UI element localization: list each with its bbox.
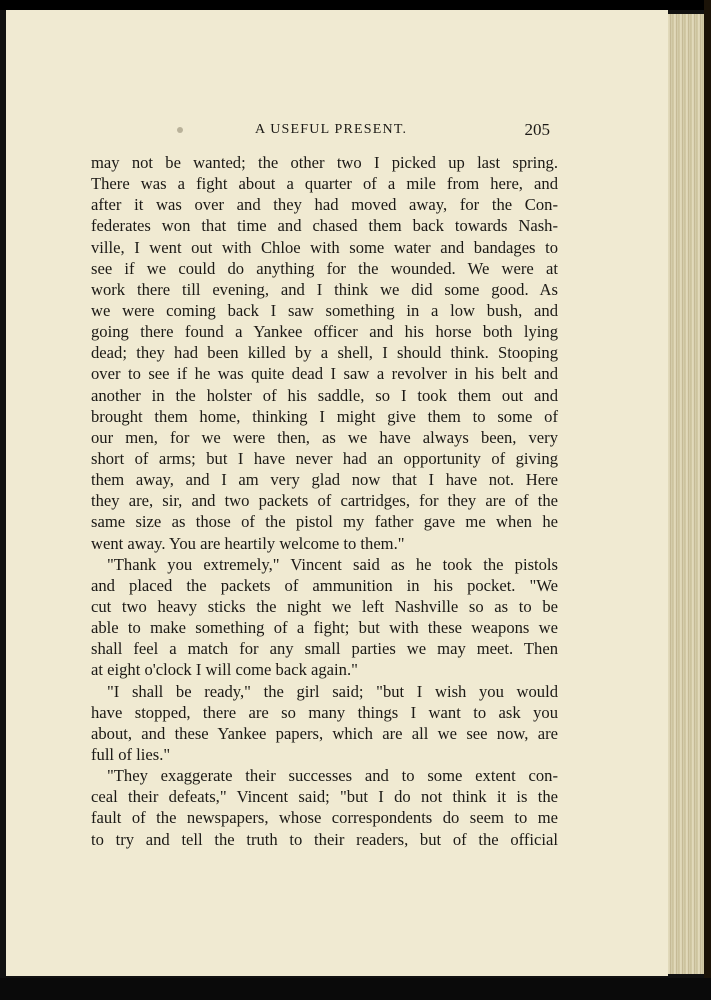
text-line: going there found a Yankee officer and his horse both lying — [91, 322, 558, 342]
text-line: federates won that time and chased them back towards Nash- — [91, 216, 558, 236]
text-line: our men, for we were then, as we have always been, very — [91, 427, 558, 447]
text-line: able to make something of a fight; but with these weapons we — [91, 618, 558, 638]
scan-border-bottom — [0, 978, 711, 1000]
text-line: another in the holster of his saddle, so I took them out and — [91, 385, 558, 405]
text-line: ceal their defeats," Vincent said; "but I do not think it is the — [91, 787, 558, 807]
text-line: "Thank you extremely," Vincent said as he took the pistols — [107, 554, 558, 574]
text-line: have stopped, there are so many things I want to ask you — [91, 702, 558, 722]
text-line: "They exaggerate their successes and to some extent con- — [107, 766, 558, 786]
text-line: dead; they had been killed by a shell, I should think. Stooping — [91, 343, 558, 363]
book-cover-edge — [704, 0, 711, 1000]
text-line: ville, I went out with Chloe with some water and bandages to — [91, 237, 558, 257]
running-head — [90, 120, 558, 144]
text-line: after it was over and they had moved away, for the Con- — [91, 195, 558, 215]
text-line: "I shall be ready," the girl said; "but I wish you would — [107, 681, 558, 701]
text-line: over to see if he was quite dead I saw a revolver in his belt and — [91, 364, 558, 384]
text-line: full of lies." — [91, 744, 171, 764]
text-line: fault of the newspapers, whose correspondents do seem to me — [91, 808, 558, 828]
text-line: brought them home, thinking I might give them to some of — [91, 406, 558, 426]
text-line: short of arms; but I have never had an opportunity of giving — [91, 448, 558, 468]
text-line: cut two heavy sticks the night we left Nashville so as to be — [91, 596, 558, 616]
text-line: at eight o'clock I will come back again." — [91, 660, 358, 680]
running-title: A USEFUL PRESENT. — [255, 122, 408, 137]
text-line: and placed the packets of ammunition in his pocket. "We — [91, 575, 558, 595]
text-line: we were coming back I saw something in a low bush, and — [91, 300, 558, 320]
text-line: There was a fight about a quarter of a mile from here, and — [91, 174, 558, 194]
text-line: shall feel a match for any small parties we may meet. Then — [91, 639, 558, 659]
text-line: they are, sir, and two packets of cartridges, for they are of the — [91, 491, 558, 511]
text-line: may not be wanted; the other two I picked up last spring. — [91, 153, 558, 172]
text-line: work there till evening, and I think we did some good. As — [91, 279, 558, 299]
text-line: to try and tell the truth to their readers, but of the official — [91, 829, 558, 849]
body-text — [91, 152, 558, 850]
text-line: went away. You are heartily welcome to them." — [91, 533, 405, 553]
text-line: them away, and I am very glad now that I have not. Here — [91, 470, 558, 490]
text-line: see if we could do anything for the wounded. We were at — [91, 258, 558, 278]
scan-border-top — [0, 0, 711, 10]
text-line: same size as those of the pistol my father gave me when he — [91, 512, 558, 532]
page-number: 205 — [524, 120, 550, 139]
text-line: about, and these Yankee papers, which are all we see now, are — [91, 723, 558, 743]
